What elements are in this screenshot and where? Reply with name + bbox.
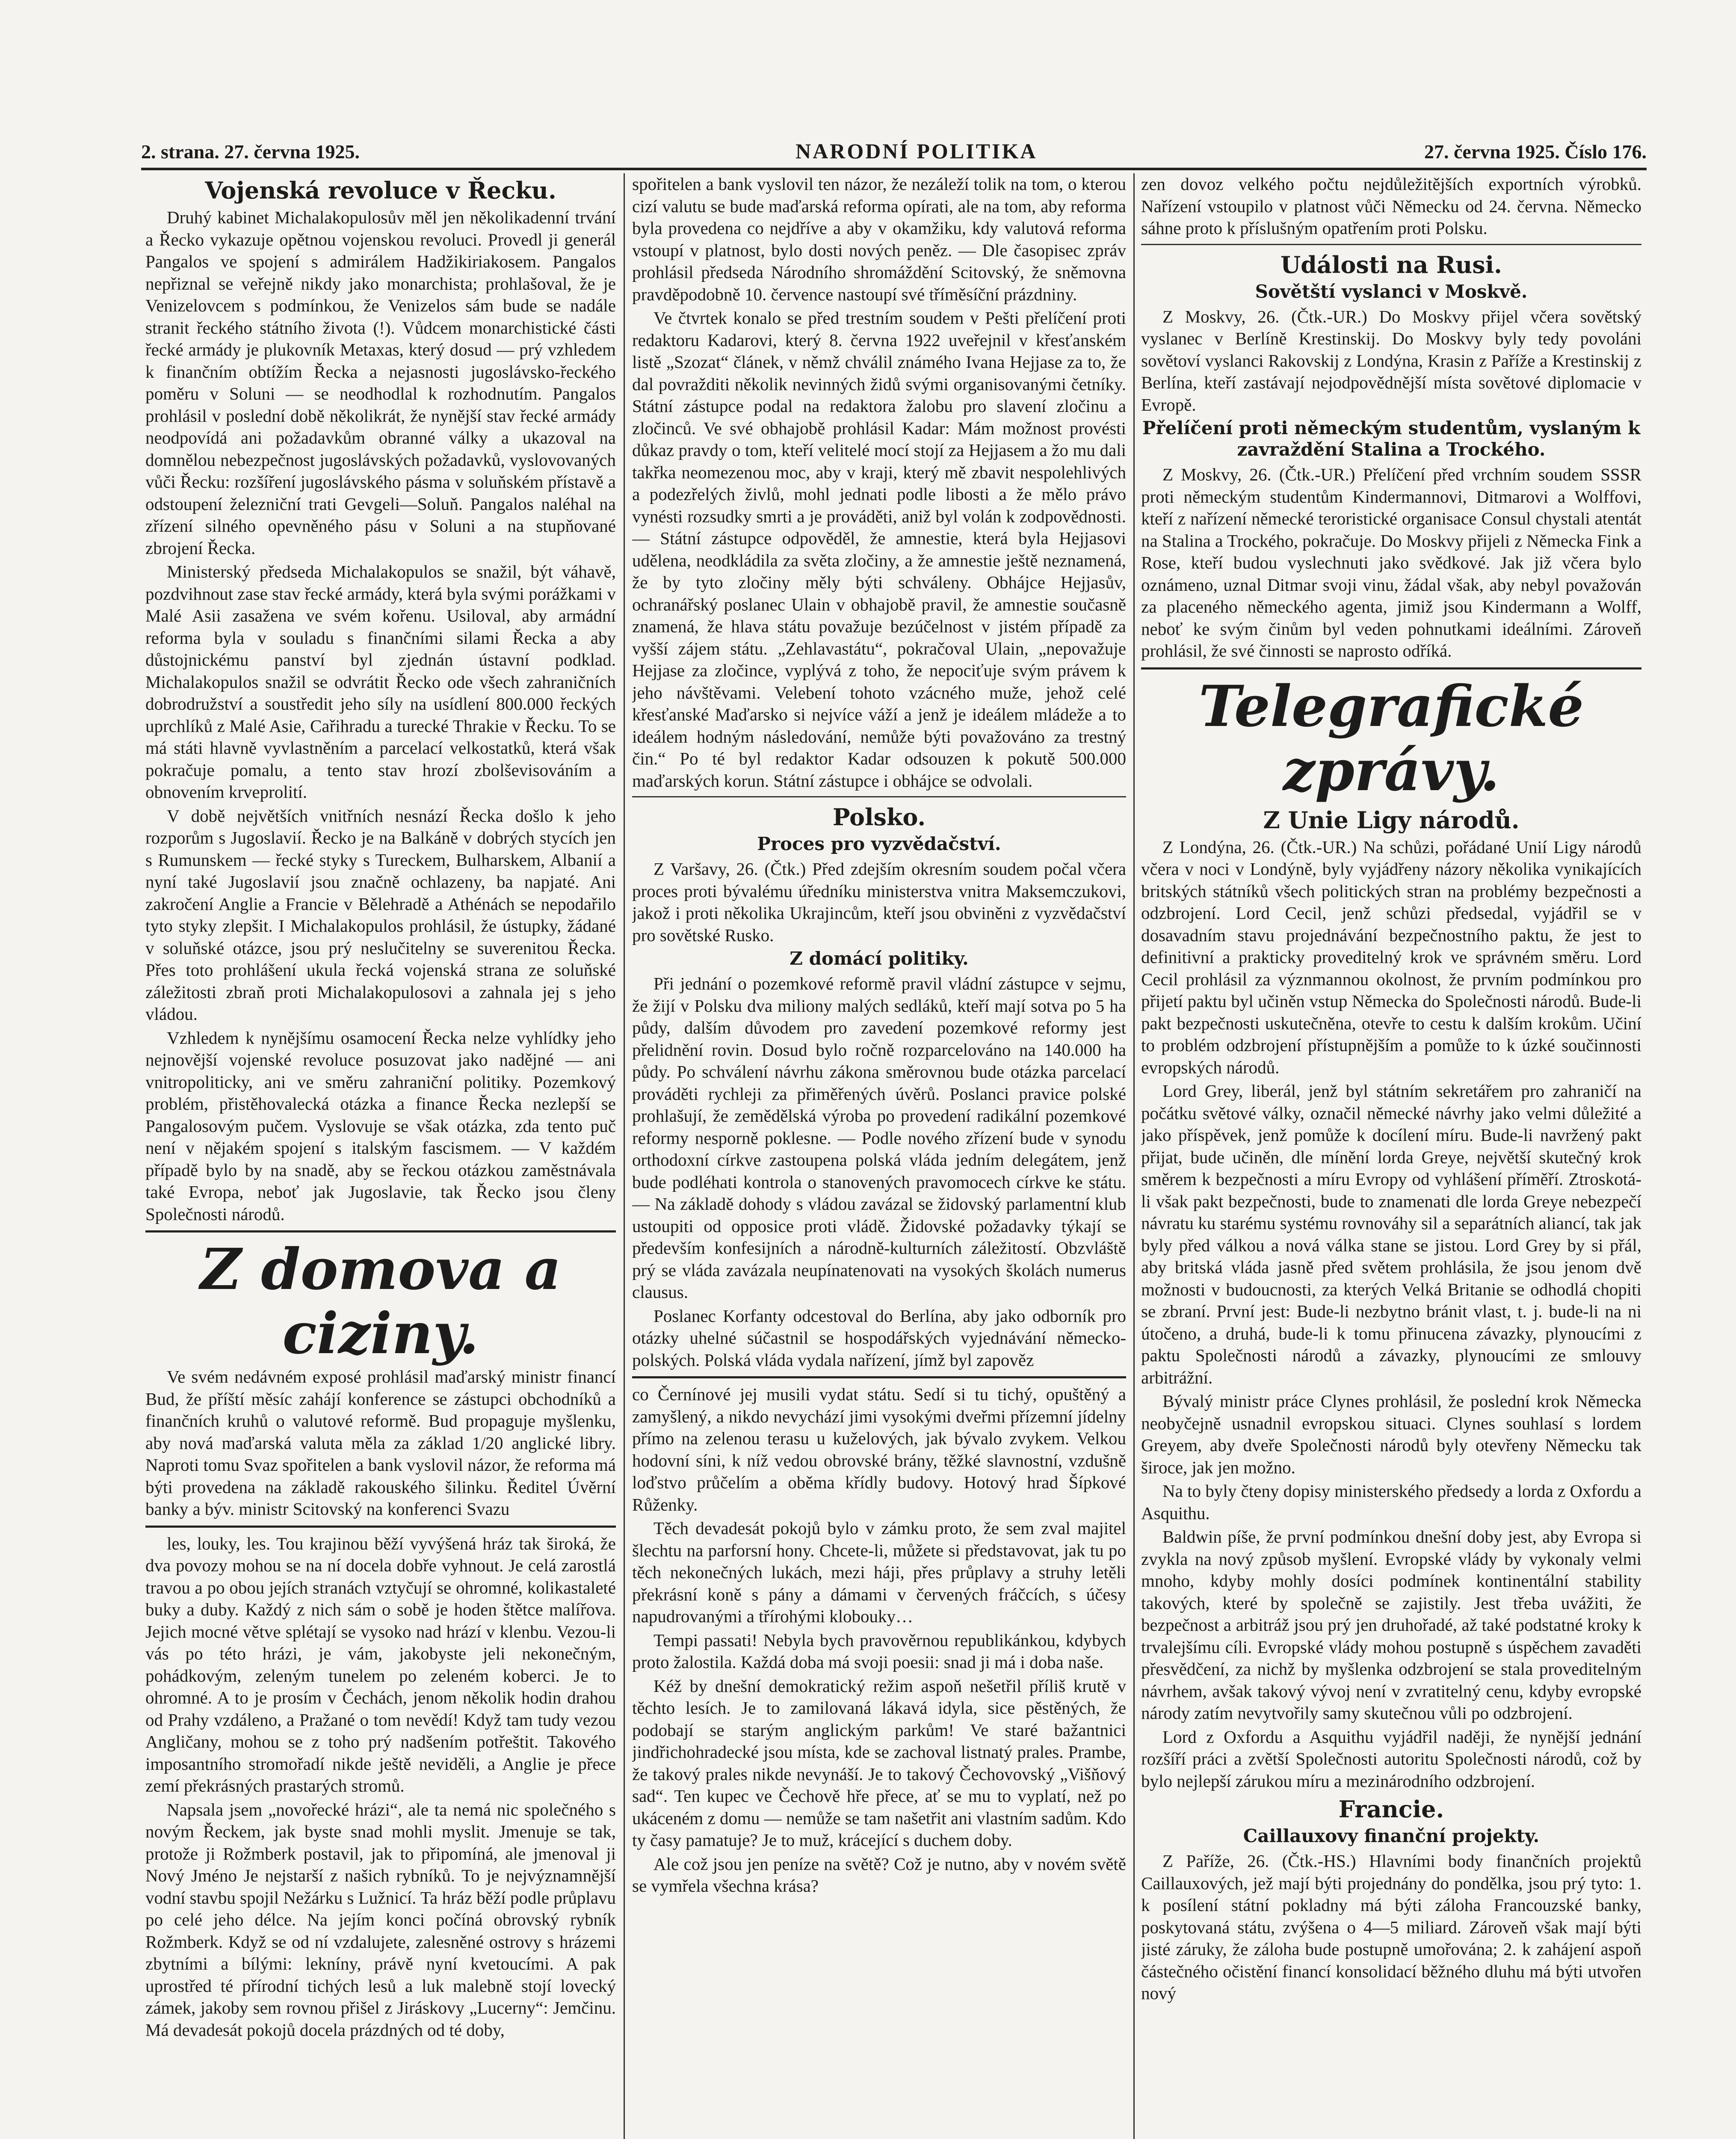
paragraph: Bývalý ministr práce Clynes prohlásil, že poslední krok Německa neobyčejně usnadnil evropskou situaci. Clynes souhlasí s lordem Greyem, aby dveře Společnosti národů byly otevřeny Německu tak široce, jak jen možno.	[1141, 1391, 1641, 1477]
paragraph: Tempi passati! Nebyla bych pravověrnou republikánkou, kdybych proto žalostila. Každá doba má svoji poesii: snad ji má i doba naše.	[632, 1630, 1126, 1672]
article-subtitle-domestic-politics: Z domácí politiky.	[790, 948, 969, 969]
paragraph: Ale což jsou jen peníze na světě? Což je nutno, aby v novém světě se vymřela všechna krása?	[632, 1854, 1126, 1896]
paragraph: Při jednání o pozemkové reformě pravil vládní zástupce v sejmu, že žijí v Polsku dva miliony malých sedláků, kteří mají sotva po 5 ha půdy, dalším důvodem pro zavedení pozemkové reformy jest přelidnění rovin. Dosud bylo ročně rozparcelováno na 140.000 ha půdy. Po schválení návrhu zákona směrovnou bude otázka parcelací prováděti rychleji za přiměřených úvěrů. Poslanci pravice polské prohlašují, že zemědělská výroba po provedení radikální pozemkové reformy nesporně poklesne. — Podle nového zřízení bude v synodu orthodoxní církve zastoupena polská vláda jedním delegátem, jenž bude podléhati kontrola o stanovených pravomocech církve ke státu. — Na základě dohody s vládou zavázal se židovský parlamentní klub ustoupiti od opposice proti vládě. Židovské požadavky týkají se především konfesijních a národně-kulturních záležitostí. Obzvláště prý se vláda zavázala neupínatenovati na vysokých školách numerus clausus.	[632, 974, 1126, 1302]
paragraph: Z Moskvy, 26. (Čtk.-UR.) Do Moskvy přijel včera sovětský vyslanec v Berlíně Krestinskij. Do Moskvy byly tedy povoláni sovětoví vyslanci Rakovskij z Londýna, Krasin z Paříže a Krestinskij z Berlína, kteří zastávají nejodpovědnější místa sovětové diplomacie v Evropě.	[1141, 306, 1641, 415]
paragraph: Z Paříže, 26. (Čtk.-HS.) Hlavními body finančních projektů Caillauxových, jež mají býti projednány do pondělka, jsou prý tyto: 1. k posílení státní pokladny má býti záloha Francouzské banky, poskytovaná státu, zvýšena o 4—5 miliard. Zároveň však mají býti jisté záruky, že záloha bude postupně umořována; 2. k zahájení aspoň částečného očistění financí konsolidací běžného dluhu má býti utvořen nový	[1141, 1851, 1641, 2003]
paragraph: Na to byly čteny dopisy ministerského předsedy a lorda z Oxfordu a Asquithu.	[1141, 1481, 1641, 1523]
paragraph: Kéž by dnešní demokratický režim aspoň nešetřil příliš krutě v těchto lesích. Je to zamilovaná lákavá idyla, sice pěstěných, že podobají se starým anglickým parkům! Ve staré bažantnici jindřichohradecké jsou místa, kde se zachoval listnatý prales. Prambe, že takový prales nikde nevynáší. Je to takový Čechovovský „Višňový sad“. Ten kupec ve Čechově hře přece, ať se mu to vyplatí, než po ukáceném z domu — nemůže se tam našetřit ani vlastním sadům. Kdo ty časy pamatuje? Je to muž, krácející s duchem doby.	[632, 1676, 1126, 1850]
paragraph: co Černínové jej musili vydat státu. Sedí si tu tichý, opuštěný a zamyšlený, a nikdo nevychází jimi vysokými dveřmi přízemní jídelny přímo na zelenou terasu u kuželových, jak bývalo zvykem. Velkou hodovní síni, k níž vedou obrovské brány, těžké slavnostní, vzdušně loďstvo průčelím a oběma křídly budovy. Hotový hrad Šípkové Růženky.	[632, 1384, 1126, 1514]
article-subtitle-envoys: Sovětští vyslanci v Moskvě.	[1255, 281, 1528, 302]
column-divider-1	[624, 173, 625, 2139]
article-title-league-union: Z Unie Ligy národů.	[1263, 806, 1520, 834]
header-rule	[141, 168, 1647, 170]
section-title-telegraph-news: Telegrafické zprávy.	[1198, 673, 1584, 804]
paragraph: Lord Grey, liberál, jenž byl státním sekretářem pro zahraničí na počátku světové války, označil německé návrhy jako velmi důležité a jako příspěvek, jenž pomůže k docílení míru. Bude-li navržený pakt přijat, bude učiněn, dle mínění lorda Greye, největší skutečný krok směrem k bezpečnosti a míru Evropy od vyhlášení příměří. Ztroskotá-li však pakt bezpečnosti, bude to znamenati dle lorda Greye nebezpečí návratu ku starému systému rovnováhy sil a separátních aliancí, tak jak byly před válkou a nová válka stane se jistou. Lord Grey by si přál, aby britská vláda jasně před světem prohlásila, že jsou jenom dvě možnosti v budoucnosti, za kterých Velká Britanie se odhodlá chopiti se zbraní. První jest: Bude-li nezbytno bránit vlast, t. j. bude-li na ni útočeno, a druhá, bude-li k tomu přinucena závazky, plynoucími z paktu Společnosti národů a závazky, plynoucími ze smlouvy arbitrážní.	[1141, 1081, 1641, 1387]
header-date-left: 2. strana. 27. června 1925.	[141, 141, 360, 163]
paragraph: Druhý kabinet Michalakopulosův měl jen několikadenní trvání a Řecko vykazuje opětnou vojenskou revoluci. Provedl ji generál Pangalos ve spojení s admirálem Hadžikiriakosem. Pangalos nepřiznal se veřejně nikdy jako monarchista; prohlašoval, že je Venizelovcem s podmínkou, že Venizelos sám bude se nadále stranit řeckého státního života (!). Vůdcem monarchistické části řecké armády je plukovník Metaxas, který dosud — prý vzhledem k finančním obtížím Řecka a nejasnosti jugoslávsko-řeckého poměru v Soluni — se neodhodlal k rozhodnutím. Pangalos prohlásil v poslední době několikrát, že nynější stav řecké armády neodpovídá ani požadavkům obranné války a ukazoval na domnělou nebezpečnost jugoslávských požadavků, vyslovovaných vůči Řecku: rozšíření jugoslávského pásma v soluňském přístavě a odstoupení železniční trati Gevgeli—Soluň. Pangalos naléhal na zřízení silného opevněného pásu v Soluni a na stupňované zbrojení Řecka.	[145, 207, 616, 558]
paragraph: les, louky, les. Tou krajinou běží vyvýšená hráz tak široká, že dva povozy mohou se na ní docela dobře vyhnout. Je celá zarostlá travou a po obou jejích stranách vztyčují se ohromné, kolikastaleté buky a duby. Každý z nich sám o sobě je hoden štětce malířova. Jejich mocné větve splétají se vysoko nad hrází v klenbu. Vezou-li vás po této hrázi, je vám, jakobyste jeli nekonečným, pohádkovým, zeleným tunelem po zeleném koberci. Je to ohromné. A to je prosím v Čechách, jenom několik hodin drahou od Prahy vzdáleno, a Pražané o tom nevědí! Když tam tudy vezou Angličany, mohou se z toho prý nadšením potřeštit. Takového imposantního stromořadí nikde ještě neviděli, a Anglie je přece zemí překrásných prastarých stromů.	[145, 1533, 616, 1795]
column-3	[1141, 173, 1641, 2139]
page-header	[141, 137, 1647, 167]
paragraph: Z Varšavy, 26. (Čtk.) Před zdejším okresním soudem počal včera proces proti bývalému úředníku ministerstva vnitra Maksemczukovi, jakož i proti několika Ukrajincům, kteří jsou obviněni z vyzvědačství pro sovětské Rusko.	[632, 859, 1126, 945]
paragraph: Ministerský předseda Michalakopulos se snažil, být váhavě, pozdvihnout zase stav řecké armády, která byla svými porážkami v Malé Asii zasažena ve svém kořenu. Usiloval, aby armádní reforma byla v souladu s finančními silami Řecka a aby důstojnickému panství byl zjednán ústavní podklad. Michalakopulos snažil se odvrátit Řecko ode všech zahraničních dobrodružství a soustředit jeho síly na usídlení 800.000 řeckých uprchlíků z Malé Asie, Cařihradu a turecké Thrakie v Řecku. To se má státi hlavně vyvlastněním a parcelací velkostatků, která však pokračuje pomalu, a tento stav hrozí zbolševisováním a obnovením krveprolití.	[145, 562, 616, 802]
feuilleton-rule	[145, 1526, 616, 1528]
paragraph: Poslanec Korfanty odcestoval do Berlína, aby jako odborník pro otázky uhelné súčastnil se hospodářských vyjednávání německo-polských. Polská vláda vydala nařízení, jímž byl zapověz	[632, 1306, 1126, 1370]
column-divider-2	[1133, 173, 1135, 2139]
newspaper-masthead: NARODNÍ POLITIKA	[796, 139, 1038, 163]
paragraph: Napsala jsem „novořecké hrázi“, ale ta nemá nic společného s novým Řeckem, jak byste snad mohli myslit. Jmenuje se tak, protože ji Rožmberk postavil, jak to připomíná, ale jmenoval ji Nový Jméno Je nejstarší z našich rybníků. To je nejvýznamnější vodní stavbu spojil Nežárku s Lužnicí. Ta hráz běží podle průplavu po celé jeho délce. Na jejím konci počíná obrovský rybník Rožmberk. Když se od ní vzdalujete, zalesněné ostrovy s hrázemi zbytními a bílými: lekníny, právě nyní kvetoucími. A pak uprostřed té přírodní tichých lesů a luk malebně stojí lovecký zámek, jakoby sem rovnou přišel z Jiráskovy „Lucerny“: Jemčinu. Má devadesát pokojů docela prázdných od té doby,	[145, 1799, 616, 2040]
section-rule	[1141, 667, 1641, 670]
section-title-home-abroad: Z domova a ciziny.	[200, 1236, 562, 1367]
section-rule	[145, 1230, 616, 1232]
article-subtitle-espionage: Proces pro vyzvědačství.	[757, 833, 1001, 854]
column-1	[145, 173, 616, 2139]
section-title-france: Francie.	[1338, 1795, 1444, 1823]
section-rule	[1141, 244, 1641, 245]
article-subtitle-trial: Přelíčení proti německým studentům, vyslaným k zavraždění Stalina a Trockého.	[1142, 418, 1641, 460]
section-rule	[632, 796, 1126, 797]
paragraph: Ve svém nedávném exposé prohlásil maďarský ministr financí Bud, že příští měsíc zahájí konference se zástupci obchodníků a finančních kruhů o valutové reformě. Bud propaguje myšlenku, aby nová maďarská valuta měla za základ 1/20 anglické libry. Naproti tomu Svaz spořitelen a bank vyslovil názor, že reforma má býti provedena na základě rakouského šilinku. Ředitel Úvěrní banky a býv. ministr Scitovský na konferenci Svazu	[145, 1367, 616, 1519]
feuilleton-rule	[632, 1376, 1126, 1378]
paragraph: Baldwin píše, že první podmínkou dnešní doby jest, aby Evropa si zvykla na nový způsob myšlení. Evropské vlády by vykonaly velmi mnoho, kdyby mohly dosíci podmínek kontinentální stability takových, které by společně se zajistily. Jest třeba uvážiti, že bezpečnost a arbitráž jsou prý jen druhořadé, až také podstatné kroky k trvalejšímu cíli. Evropské vlády mohou postupně s úspěchem zavaděti přesvědčení, za nichž by myšlenka odzbrojení se stala proveditelným návrhem, avšak takový vývoj není v zvratitelný cenu, kdyby evropské národy zatím nevytvořily samy skutečnou vůli po odzbrojení.	[1141, 1527, 1641, 1723]
paragraph: Lord z Oxfordu a Asquithu vyjádřil naději, že nynější jednání rozšíří práci a zvětší Společnosti autoritu Společnosti národů, což by bylo nejlepší zárukou míru a mezinárodního odzbrojení.	[1141, 1727, 1641, 1791]
paragraph: spořitelen a bank vyslovil ten názor, že nezáleží tolik na tom, o kterou cizí valutu se bude maďarská reforma opírati, ale na tom, aby reforma byla provedena co nejdříve a aby v okamžiku, kdy valutová reforma vstoupí v platnost, bylo dosti nových peněz. — Dle časopisec zpráv prohlásil předseda Národního shromáždění Scitovský, že sněmovna pravděpodobně 10. července nastoupí své tříměsíční prázdniny.	[632, 174, 1126, 304]
article-subtitle-caillaux: Caillauxovy finanční projekty.	[1243, 1825, 1540, 1846]
paragraph: Z Londýna, 26. (Čtk.-UR.) Na schůzi, pořádané Unií Ligy národů včera v noci v Londýně, byly vyjádřeny názory několika vynikajících britských státníků všech politických stran na problémy bezpečnosti a odzbrojení. Lord Cecil, jenž schůzi předsedal, vyjádřil se v dosavadním stavu projednávání bezpečnostního paktu, že jest to definitivní a prakticky proveditelný krok ve správném směru. Lord Cecil prohlásil za význmannou okolnost, že prvním podmínkou pro přijetí paktu byl učiněn vstup Německa do Společnosti národů. Bude-li pakt bezpečnosti uskutečněna, otevře to cestu k dalším krokům. Učiní to problém odzbrojení přístupnějším a pomůže to k úzké součinnosti evropských národů.	[1141, 837, 1641, 1077]
paragraph: Ve čtvrtek konalo se před trestním soudem v Pešti přelíčení proti redaktoru Kadarovi, který 8. června 1922 uveřejnil v křesťanském listě „Szozat“ článek, v němž chválil známého Ivana Hejjase za to, že dal povražditi několik nevinných židů svými organisovanými četníky. Státní zástupce podal na redaktora žalobu pro slavení zločinu a zločinců. Ve své obhajobě prohlásil Kadar: Mám možnost provésti důkaz pravdy o tom, kteří velitelé mocí stojí za Hejjasem a žo mu dali takřka neomezenou moc, aby v kraji, který mě zbavit nespolehlivých a podezřelých živlů, mohl jednati podle libosti a že mělo právo vynésti rozsudky smrti a je prováděti, aniž byl volán k zodpovědnosti. — Státní zástupce odpověděl, že amnestie, která byla Hejjasovi udělena, neodkládila za světa zločiny, a že amnestie ještě neznamená, že by tyto zločiny měly býti schváleny. Obhájce Hejjasův, ochranářský poslanec Ulain v obhajobě pravil, že amnestie současně znamená, že hlava státu považuje bezúčelnost v jistém případě za vyšší zájem státu. „Zehlavastátu“, pokračoval Ulain, „nepovažuje Hejjase za zločince, vyplývá z toho, že nepociťuje svým právem k jeho návštěvami. Velebení tohoto vzácného muže, jehož celé křesťanské Maďarsko si nejvíce váží a jenž je ideálem mládeže a to ideálem hodným následování, nemůže býti považováno za trestný čin.“ Po té byl redaktor Kadar odsouzen k pokutě 500.000 maďarských korun. Státní zástupce i obhájce se odvolali.	[632, 308, 1126, 791]
paragraph: V době největších vnitřních nesnází Řecka došlo k jeho rozporům s Jugoslavií. Řecko je na Balkáně v dobrých stycích jen s Rumunskem — řecké styky s Tureckem, Bulharskem, Albanií a nyní také Jugoslavií jsou značně ochlazeny, ba napjaté. Ani zakročení Anglie a Francie v Bělehradě a Athénách se nepodařilo tyto styky zlepšit. I Michalakopulos prohlásil, že ústupky, žádané v soluňské otázce, jsou prý neslučitelny se suverenitou Řecka. Přes toto prohlášení ukula řecká vojenská strana ze soluňské záležitosti zbraň proti Michalakopulosovi a zahnala jej s jeho vládou.	[145, 806, 616, 1024]
section-title-poland: Polsko.	[832, 803, 926, 831]
column-2	[632, 173, 1126, 2139]
header-date-right: 27. června 1925. Číslo 176.	[1424, 141, 1647, 163]
paragraph: zen dovoz velkého počtu nejdůležitějších exportních výrobků. Nařízení vstoupilo v platnost vůči Německu od 24. června. Německo sáhne proto k příslušným opatřením proti Polsku.	[1141, 174, 1641, 238]
article-title-greek-revolution: Vojenská revoluce v Řecku.	[205, 177, 556, 204]
paragraph: Vzhledem k nynějšímu osamocení Řecka nelze vyhlídky jeho nejnovější vojenské revoluce posuzovat jako nadějné — ani vnitropoliticky, ani ve směru zahraniční politiky. Pozemkový problém, přistěhovalecká otázka a finance Řecka nezlepší se Pangalosovým pučem. Vyslovuje se však otázka, zda tento puč není v nějakém spojení s italským fascismem. — V každém případě bylo by na snadě, aby se řeckou otázkou zaměstnávala také Evropa, neboť jak Jugoslavie, tak Řecko jsou členy Společnosti národů.	[145, 1028, 616, 1224]
paragraph: Těch devadesát pokojů bylo v zámku proto, že sem zval majitel šlechtu na parforsní hony. Chcete-li, můžete si představovat, jak tu po těch nekonečných lukách, mezi háji, přes průplavy a struhy letěli překrásní koně s pány a dámami v červených fráčcích, s účesy napudrovanými a třírohými klobouky…	[632, 1518, 1126, 1626]
paragraph: Z Moskvy, 26. (Čtk.-UR.) Přelíčení před vrchním soudem SSSR proti německým studentům Kindermannovi, Ditmarovi a Wolffovi, kteří z nařízení německé teroristické organisace Consul chystali atentát na Stalina a Trockého, pokračuje. Do Moskvy přijeli z Německa Fink a Rose, kteří budou vyslechnuti jako svědkové. Jak již včera bylo oznámeno, uznal Ditmar svoji vinu, žádal však, aby nebyl považován za placeného německého agenta, jimiž jsou Kindermann a Wolff, neboť ke svým činům byl veden pohnutkami ideálními. Zároveň prohlásil, že své činnosti se naprosto odříká.	[1141, 465, 1641, 661]
section-title-russia: Události na Rusi.	[1281, 251, 1502, 278]
